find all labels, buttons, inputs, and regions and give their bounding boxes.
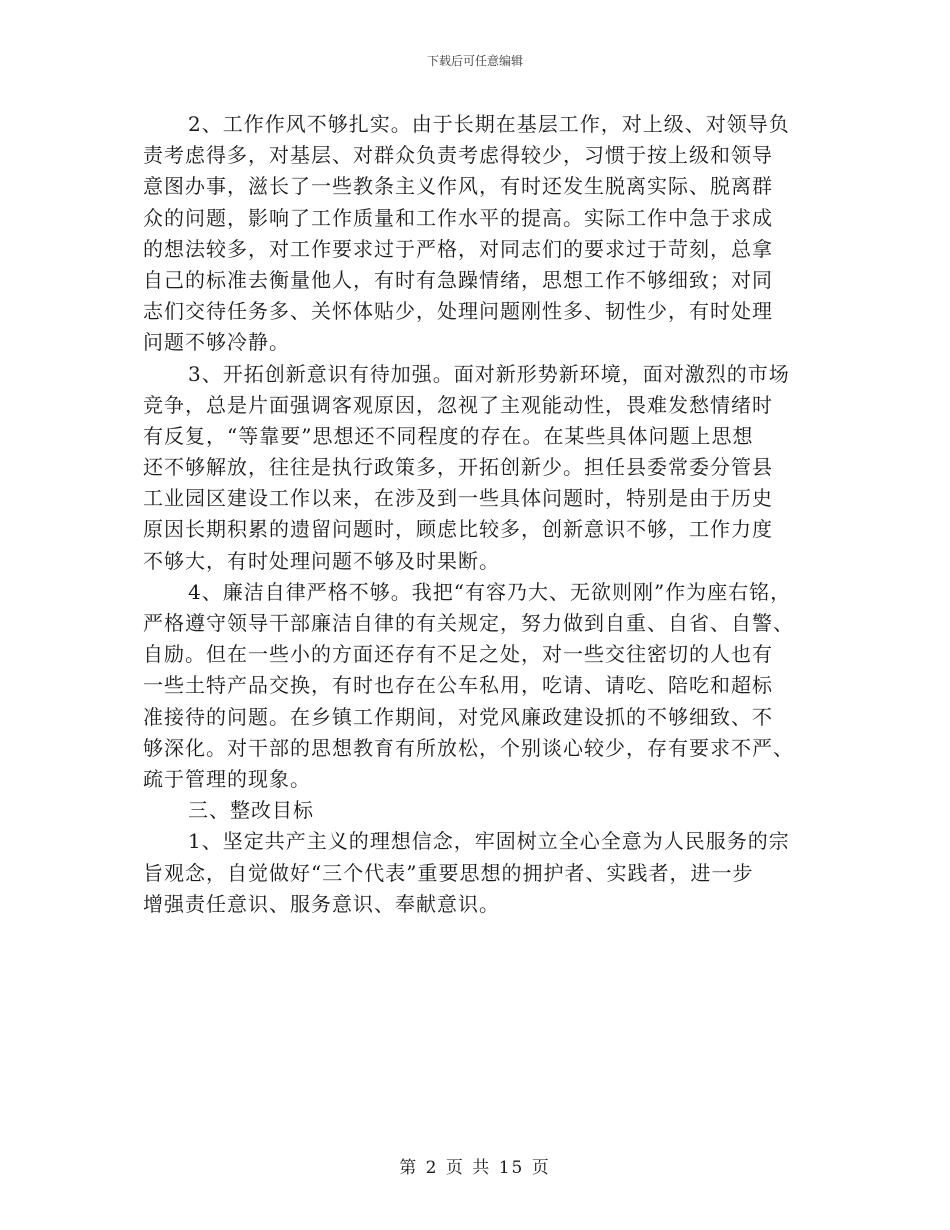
text-line: 众的问题，影响了工作质量和工作水平的提高。实际工作中急于求成 — [143, 205, 773, 230]
text-line: 自己的标准去衡量他人，有时有急躁情绪，思想工作不够细致；对同 — [143, 267, 773, 292]
text-line: 严格遵守领导干部廉洁自律的有关规定，努力做到自重、自省、自警、 — [143, 611, 794, 635]
text-line: 有反复，“等靠要”思想还不同程度的存在。在某些具体问题上思想 — [143, 423, 754, 448]
text-line: 2、工作作风不够扎实。由于长期在基层工作，对上级、对领导负 — [188, 112, 790, 136]
text-line: 还不够解放，往往是执行政策多，开拓创新少。担任县委常委分管县 — [143, 455, 773, 480]
text-line: 疏于管理的现象。 — [143, 766, 311, 791]
text-line: 竞争，总是片面强调客观原因，忽视了主观能动性，畏难发愁情绪时 — [143, 392, 773, 417]
text-line: 自励。但在一些小的方面还存有不足之处，对一些交往密切的人也有 — [143, 642, 773, 667]
text-line: 工业园区建设工作以来，在涉及到一些具体问题时，特别是由于历史 — [143, 486, 773, 511]
page-header-note: 下载后可任意编辑 — [426, 54, 523, 68]
text-line: 不够大，有时处理问题不够及时果断。 — [143, 548, 500, 573]
document-body — [143, 109, 823, 920]
page-number-footer: 第 2 页 共 15 页 — [399, 1158, 551, 1178]
text-line: 旨观念，自觉做好“三个代表”重要思想的拥护者、实践者，进一步 — [143, 860, 754, 885]
text-line: 准接待的问题。在乡镇工作期间，对党风廉政建设抓的不够细致、不 — [143, 704, 773, 729]
text-line: 三、整改目标 — [188, 798, 314, 823]
text-line: 意图办事，滋长了一些教条主义作风，有时还发生脱离实际、脱离群 — [143, 174, 773, 199]
text-line: 一些土特产品交换，有时也存在公车私用，吃请、请吃、陪吃和超标 — [143, 673, 773, 698]
text-line: 问题不够冷静。 — [143, 330, 290, 355]
text-line: 1、坚定共产主义的理想信念，牢固树立全心全意为人民服务的宗 — [188, 829, 790, 854]
text-line: 3、开拓创新意识有待加强。面对新形势新环境，面对激烈的市场 — [188, 361, 790, 386]
text-line: 增强责任意识、服务意识、奉献意识。 — [143, 891, 500, 916]
text-line: 的想法较多，对工作要求过于严格，对同志们的要求过于苛刻，总拿 — [143, 236, 773, 261]
text-line: 够深化。对干部的思想教育有所放松，个别谈心较少，存有要求不严、 — [143, 735, 794, 760]
text-line: 责考虑得多，对基层、对群众负责考虑得较少，习惯于按上级和领导 — [143, 143, 773, 168]
text-line: 原因长期积累的遗留问题时，顾虑比较多，创新意识不够，工作力度 — [143, 517, 773, 542]
text-line: 志们交待任务多、关怀体贴少，处理问题刚性多、韧性少，有时处理 — [143, 299, 773, 324]
text-line: 4、廉洁自律严格不够。我把“有容乃大、无欲则刚”作为座右铭， — [188, 579, 792, 604]
